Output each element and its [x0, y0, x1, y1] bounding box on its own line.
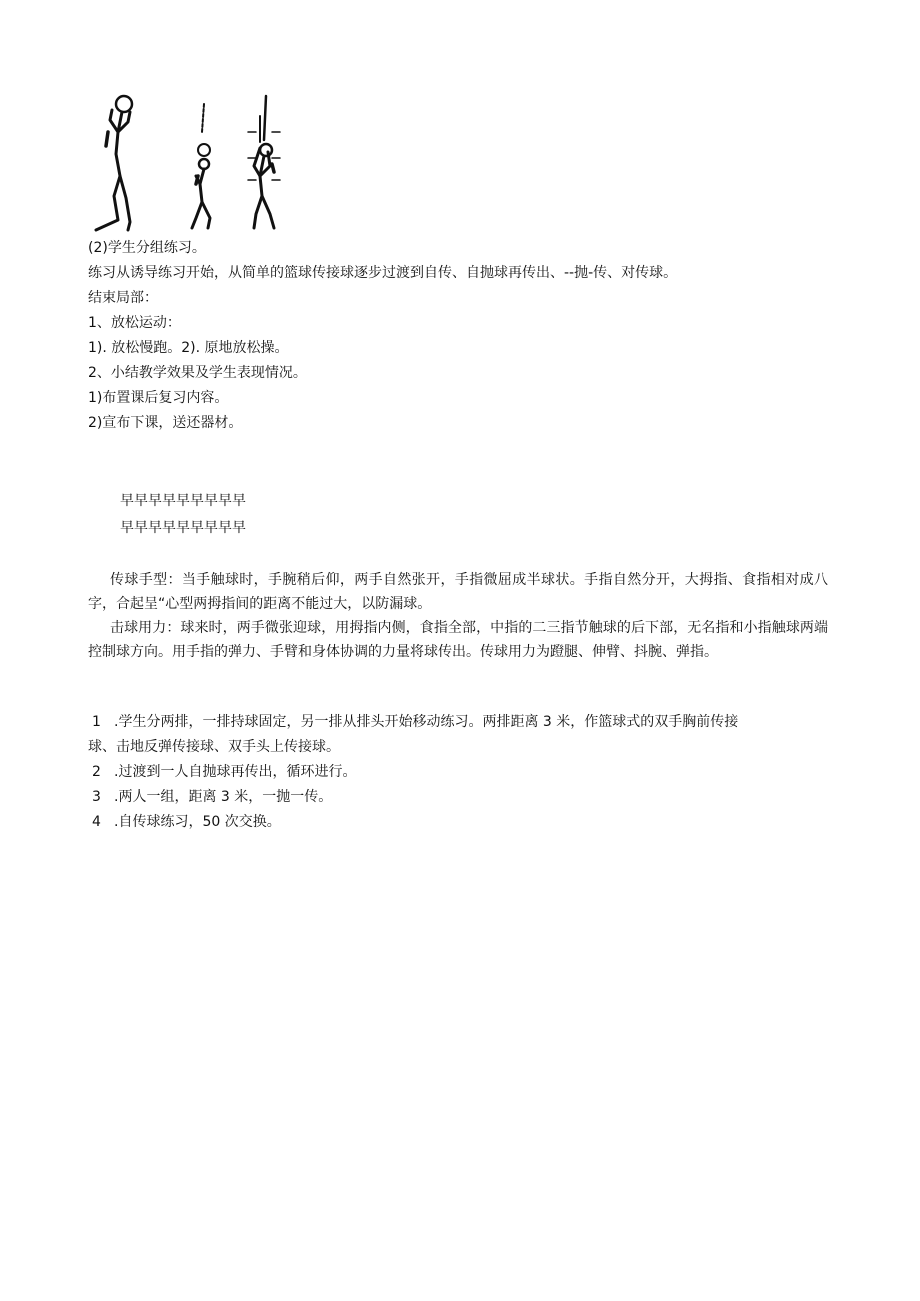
list-item: [92, 762, 356, 782]
list-number: 1: [92, 714, 101, 730]
practice-description: 练习从诱导练习开始，从简单的篮球传接球逐步过渡到自传、自抛球再传出、--抛-传、对传球。: [88, 265, 678, 281]
passing-sequence-figure: [88, 92, 288, 234]
list-text: .过渡到一人自抛球再传出，循环进行。: [114, 764, 357, 780]
summary-heading: 2、小结教学效果及学生表现情况。: [88, 365, 307, 381]
stick-figure-passing-sequence-icon: [88, 92, 288, 234]
relax-items: 1). 放松慢跑。2). 原地放松操。: [88, 340, 289, 356]
list-item-continuation: 球、击地反弹传接球、双手头上传接球。: [88, 739, 340, 755]
force-paragraph: 击球用力：球来时，两手微张迎球，用拇指内侧，食指全部，中指的二三指节触球的后下部，无名指和小指触球两端控制球方向。用手指的弹力、手臂和身体协调的力量将球传出。传球用力为蹬腿、伸臂、抖腕、弹指。: [88, 620, 828, 660]
list-text: .学生分两排，一排持球固定，另一排从排头开始移动练习。两排距离 3 米，作篮球式的双手胸前传接: [114, 714, 739, 730]
list-number: 4: [92, 814, 101, 830]
list-item: [92, 712, 738, 732]
relax-heading: 1、放松运动：: [88, 315, 181, 331]
list-number: 2: [92, 764, 101, 780]
list-text: .自传球练习，50 次交换。: [114, 814, 281, 830]
homework-item: 1)布置课后复习内容。: [88, 390, 229, 406]
dismiss-item: 2)宣布下课，送还器材。: [88, 415, 243, 431]
garbled-row-2: 早早早早早早早早早: [120, 520, 246, 536]
practice-heading: (2)学生分组练习。: [88, 240, 206, 256]
hand-shape-paragraph: 传球手型：当手触球时，手腕稍后仰，两手自然张开，手指微屈成半球状。手指自然分开，大拇指、食指相对成八字，合起呈“心型两拇指间的距离不能过大，以防漏球。: [88, 572, 828, 612]
list-number: 3: [92, 789, 101, 805]
list-item: [92, 787, 332, 807]
garbled-row-1: 早早早早早早早早早: [120, 493, 246, 509]
ending-part-heading: 结束局部：: [88, 290, 158, 306]
list-item: [92, 812, 281, 832]
list-text: .两人一组，距离 3 米，一抛一传。: [114, 789, 333, 805]
